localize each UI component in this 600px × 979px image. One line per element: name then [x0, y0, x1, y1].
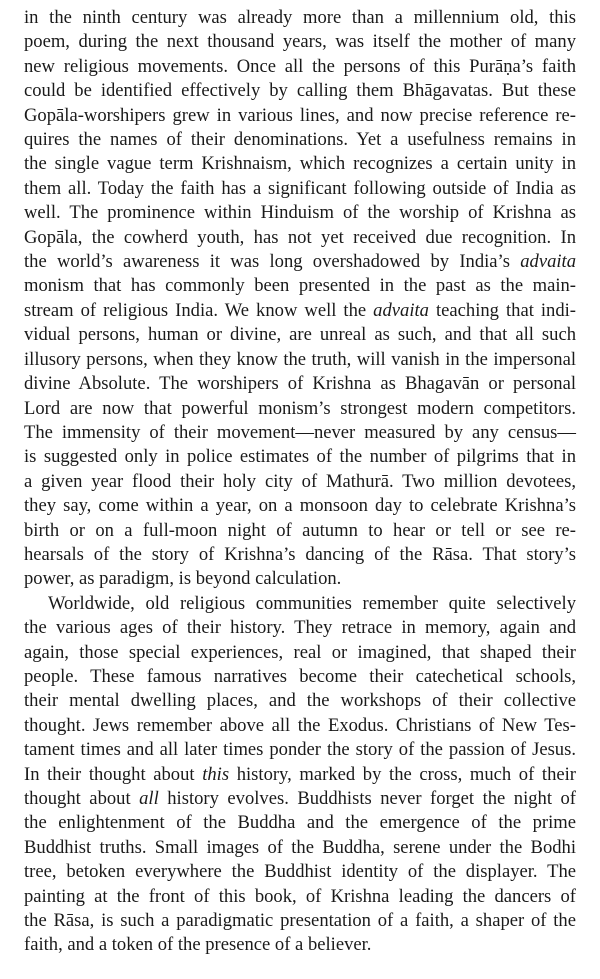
text-line: the single vague term Krishnaism, which recognizes a certain unity in	[24, 153, 576, 175]
text-line: faith, and a token of the presence of a believer.	[24, 934, 372, 956]
text-line: is suggested only in police estimates of the number of pilgrims that in	[24, 446, 576, 468]
paragraph-2	[24, 592, 576, 958]
text-line: tament times and all later times ponder the story of the passion of Jesus.	[24, 739, 576, 761]
text-line: painting at the front of this book, of Krishna leading the dancers of	[24, 885, 576, 907]
italic-term: advaita	[373, 299, 429, 321]
text-line: illusory persons, when they know the truth, will vanish in the impersonal	[24, 348, 576, 370]
text-line: stream of religious India. We know well the advaita teaching that indi-	[24, 299, 576, 321]
paragraph-1	[24, 6, 576, 592]
italic-term: advaita	[520, 251, 576, 273]
text-line: Buddhist truths. Small images of the Buddha, serene under the Bodhi	[24, 836, 576, 858]
text-line: Gopāla, the cowherd youth, has not yet received due recognition. In	[24, 226, 576, 248]
text-line: tree, betoken everywhere the Buddhist identity of the displayer. The	[24, 861, 576, 883]
text-line: they say, come within a year, on a monsoon day to celebrate Krishna’s	[24, 495, 576, 517]
text-line: the Rāsa, is such a paradigmatic presentation of a faith, a shaper of the	[24, 910, 576, 932]
text-line: thought about all history evolves. Buddhists never forget the night of	[24, 788, 576, 809]
text-line: a given year flood their holy city of Mathurā. Two million devotees,	[24, 470, 576, 492]
text-line: again, those special experiences, real or imagined, that shaped their	[24, 641, 576, 663]
text-line: could be identified effectively by calling them Bhāgavatas. But these	[24, 80, 576, 102]
text-line: the enlightenment of the Buddha and the emergence of the prime	[24, 812, 576, 834]
text-line: poem, during the next thousand years, was itself the mother of many	[24, 31, 576, 53]
italic-term: all	[139, 788, 159, 809]
text-line: Gopāla-worshipers grew in various lines, and now precise reference re-	[24, 104, 576, 126]
text-line: their mental dwelling places, and the workshops of their collective	[24, 690, 576, 712]
text-line: new religious movements. Once all the persons of this Purāṇa’s faith	[24, 55, 576, 77]
text-line: Lord are now that powerful monism’s strongest modern competitors.	[24, 397, 576, 419]
text-line: hearsals of the story of Krishna’s dancing of the Rāsa. That story’s	[24, 543, 576, 565]
text-line: the world’s awareness it was long overshadowed by India’s advaita	[24, 251, 576, 273]
text-line: birth or on a full-moon night of autumn to hear or tell or see re-	[24, 519, 576, 541]
text-line: In their thought about this history, marked by the cross, much of their	[24, 763, 576, 785]
text-line: power, as paradigm, is beyond calculation.	[24, 568, 342, 590]
text-line: them all. Today the faith has a significant following outside of India as	[24, 177, 576, 199]
text-line: thought. Jews remember above all the Exodus. Christians of New Tes-	[24, 714, 576, 736]
text-line: people. These famous narratives become their catechetical schools,	[24, 665, 576, 687]
text-line: Worldwide, old religious communities remember quite selectively	[48, 592, 576, 614]
text-line: quires the names of their denominations. Yet a usefulness remains in	[24, 129, 576, 151]
text-line: The immensity of their movement—never measured by any census—	[24, 421, 576, 443]
text-line: monism that has commonly been presented in the past as the main-	[24, 275, 576, 297]
text-line: in the ninth century was already more than a millennium old, this	[24, 7, 576, 28]
italic-term: this	[202, 763, 230, 785]
text-line: divine Absolute. The worshipers of Krishna as Bhagavān or personal	[24, 373, 576, 395]
text-line: well. The prominence within Hinduism of the worship of Krishna as	[24, 202, 576, 224]
text-line: vidual persons, human or divine, are unreal as such, and that all such	[24, 324, 576, 346]
text-line: the various ages of their history. They retrace in memory, again and	[24, 617, 576, 639]
